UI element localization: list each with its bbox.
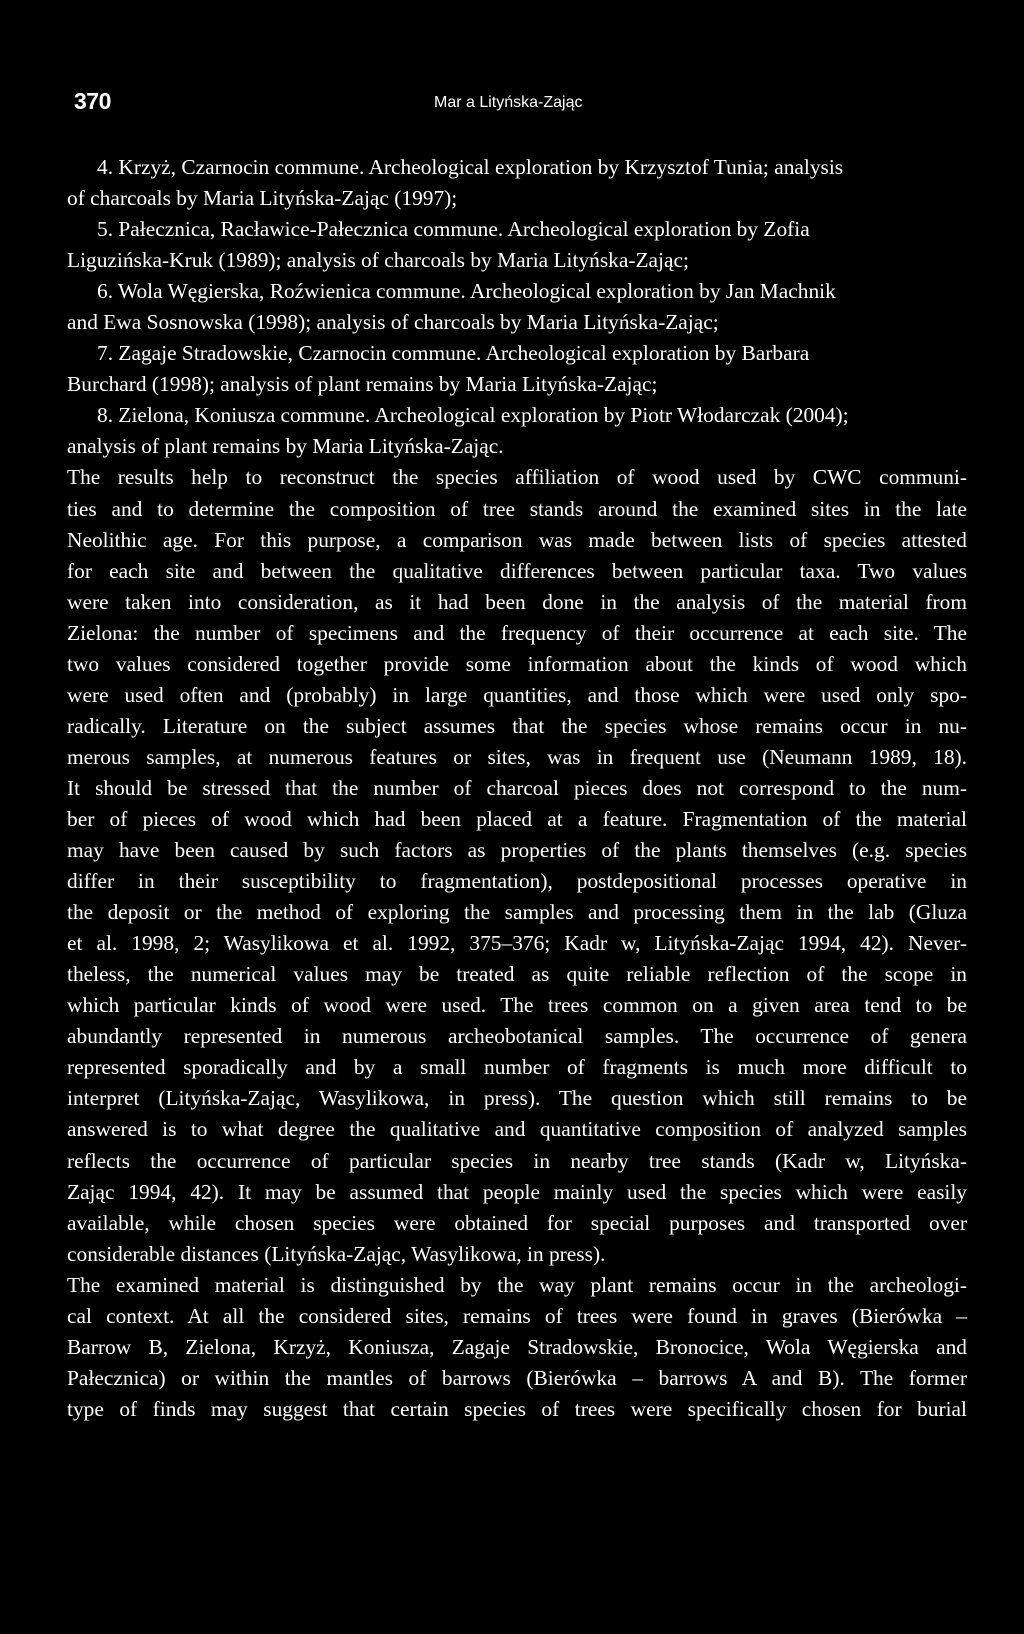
page-header	[70, 88, 972, 128]
text-line: et al. 1998, 2; Wasylikowa et al. 1992, 375–376; Kadr w, Lityńska-Zając 1994, 42). Never-	[67, 931, 967, 956]
text-line: abundantly represented in numerous archeobotanical samples. The occurrence of genera	[67, 1024, 967, 1049]
list-item	[67, 214, 967, 276]
text-line: The examined material is distinguished by the way plant remains occur in the archeologi-	[67, 1272, 967, 1297]
text-line: It should be stressed that the number of charcoal pieces does not correspond to the num-	[67, 775, 967, 800]
paragraph	[67, 462, 967, 1269]
text-line: answered is to what degree the qualitative and quantitative composition of analyzed samples	[67, 1117, 967, 1142]
text-line: differ in their susceptibility to fragmentation), postdepositional processes operative in	[67, 869, 967, 894]
text-line: and Ewa Sosnowska (1998); analysis of charcoals by Maria Lityńska-Zając;	[67, 310, 719, 335]
body-text	[67, 152, 967, 1425]
text-line: ber of pieces of wood which had been placed at a feature. Fragmentation of the material	[67, 806, 967, 831]
text-line: represented sporadically and by a small number of fragments is much more difficult to	[67, 1055, 967, 1080]
text-line: two values considered together provide some information about the kinds of wood which	[67, 651, 967, 676]
text-line: 7. Zagaje Stradowskie, Czarnocin commune. Archeological exploration by Barbara	[97, 341, 810, 366]
list-item	[67, 338, 967, 400]
text-line: theless, the numerical values may be treated as quite reliable reflection of the scope in	[67, 962, 967, 987]
text-line: for each site and between the qualitative differences between particular taxa. Two values	[67, 558, 967, 583]
text-line: available, while chosen species were obtained for special purposes and transported over	[67, 1210, 967, 1235]
text-line: the deposit or the method of exploring the samples and processing them in the lab (Gluza	[67, 900, 967, 925]
text-line: were used often and (probably) in large quantities, and those which were used only spo-	[67, 682, 967, 707]
text-line: cal context. At all the considered sites, remains of trees were found in graves (Bierówka –	[67, 1303, 967, 1328]
list-item	[67, 400, 967, 462]
text-line: Zielona: the number of specimens and the frequency of their occurrence at each site. The	[67, 620, 967, 645]
text-line: ties and to determine the composition of tree stands around the examined sites in the late	[67, 496, 967, 521]
text-line: Liguzińska-Kruk (1989); analysis of charcoals by Maria Lityńska-Zając;	[67, 248, 689, 273]
text-line: merous samples, at numerous features or sites, was in frequent use (Neumann 1989, 18).	[67, 744, 967, 769]
text-line: 4. Krzyż, Czarnocin commune. Archeological exploration by Krzysztof Tunia; analysis	[97, 155, 844, 179]
text-line: 5. Pałecznica, Racławice-Pałecznica commune. Archeological exploration by Zofia	[97, 217, 810, 242]
text-line: may have been caused by such factors as properties of the plants themselves (e.g. species	[67, 838, 967, 863]
text-line: Barrow B, Zielona, Krzyż, Koniusza, Zagaje Stradowskie, Bronocice, Wola Węgierska and	[67, 1334, 967, 1359]
text-line: The results help to reconstruct the species affiliation of wood used by CWC communi-	[67, 465, 967, 490]
text-line: 6. Wola Węgierska, Roźwienica commune. Archeological exploration by Jan Machnik	[97, 279, 836, 304]
paragraph	[67, 1270, 967, 1425]
list-item	[67, 152, 967, 214]
text-line: of charcoals by Maria Lityńska-Zając (1997);	[67, 186, 458, 211]
text-line: Neolithic age. For this purpose, a comparison was made between lists of species attested	[67, 527, 967, 552]
text-line: radically. Literature on the subject assumes that the species whose remains occur in nu-	[67, 713, 967, 738]
text-line: Burchard (1998); analysis of plant remains by Maria Lityńska-Zając;	[67, 372, 658, 397]
text-line: analysis of plant remains by Maria Lityńska-Zając.	[67, 434, 504, 459]
text-line: were taken into consideration, as it had been done in the analysis of the material from	[67, 589, 967, 614]
running-head: Mar a Lityńska-Zając	[434, 94, 583, 111]
page-number: 370	[74, 88, 111, 114]
text-line: which particular kinds of wood were used. The trees common on a given area tend to be	[67, 993, 967, 1018]
text-line: considerable distances (Lityńska-Zając, Wasylikowa, in press).	[67, 1241, 606, 1266]
text-line: reflects the occurrence of particular species in nearby tree stands (Kadr w, Lityńska-	[67, 1148, 967, 1173]
text-line: Zając 1994, 42). It may be assumed that people mainly used the species which were easily	[67, 1179, 967, 1204]
list-item	[67, 276, 967, 338]
text-line: interpret (Lityńska-Zając, Wasylikowa, in press). The question which still remains to be	[67, 1086, 967, 1111]
text-line: type of finds may suggest that certain species of trees were specifically chosen for burial	[67, 1396, 967, 1421]
text-line: 8. Zielona, Koniusza commune. Archeological exploration by Piotr Włodarczak (2004);	[97, 403, 849, 428]
text-line: Pałecznica) or within the mantles of barrows (Bierówka – barrows A and B). The former	[67, 1365, 967, 1390]
